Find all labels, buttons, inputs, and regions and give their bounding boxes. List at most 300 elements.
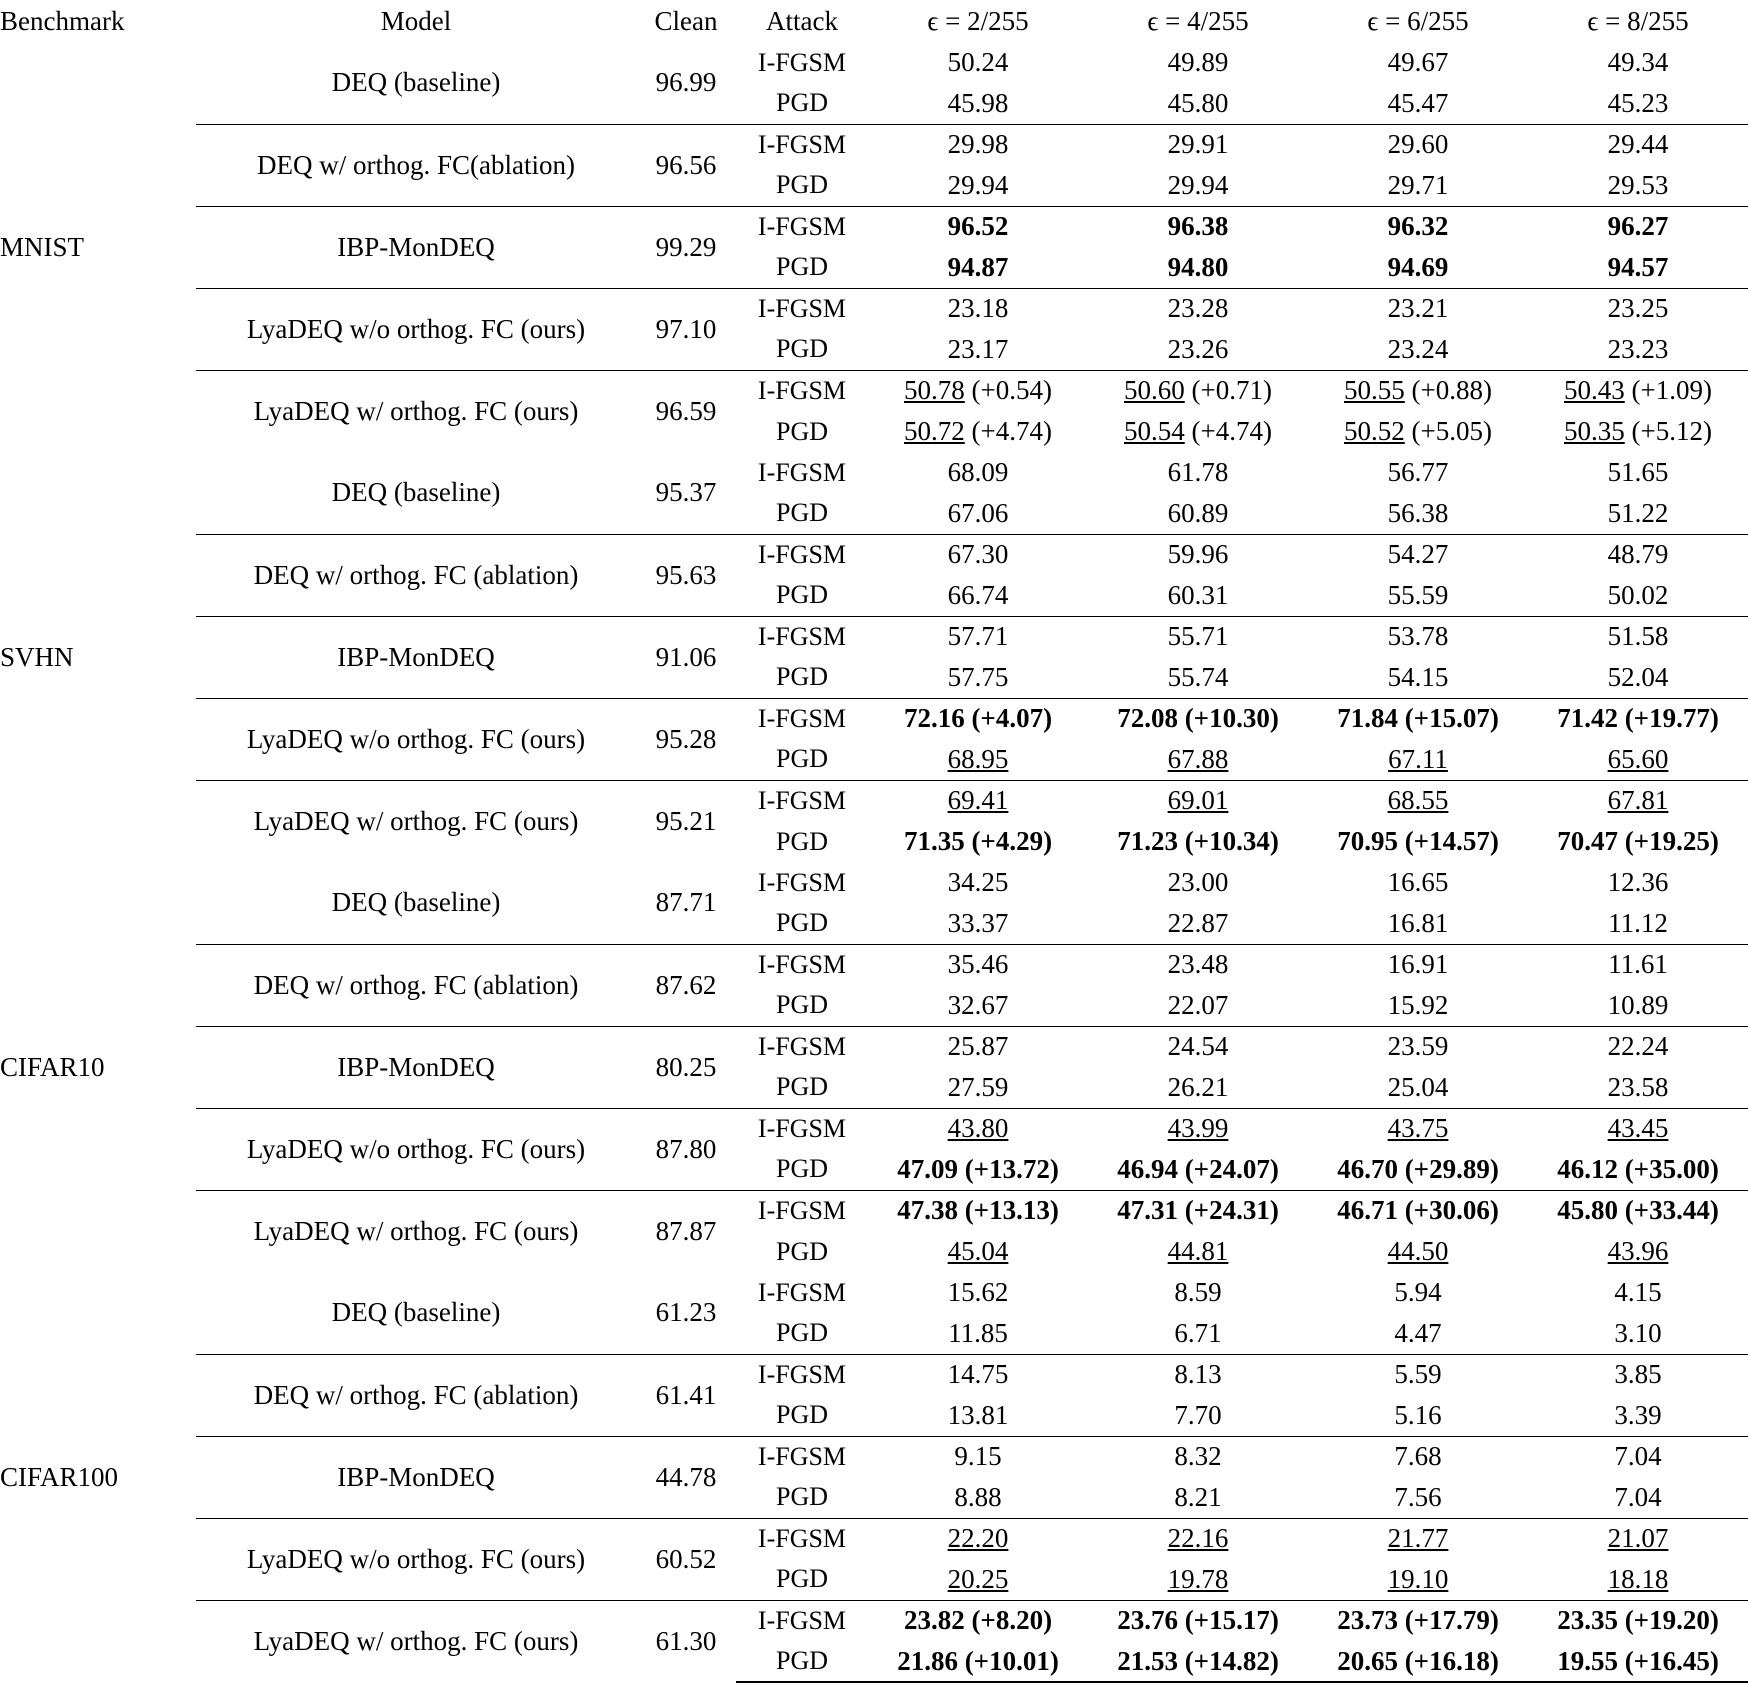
accuracy-cell [1308,1149,1528,1190]
clean-accuracy: 87.80 [636,1108,736,1190]
attack-label: I-FGSM [736,944,868,985]
accuracy-cell [1528,83,1748,124]
table-row [0,452,1748,493]
accuracy-cell [1308,247,1528,288]
accuracy-value: 68.55 [1387,785,1449,816]
accuracy-value: 11.85 [948,1317,1008,1348]
accuracy-cell [1088,165,1308,206]
accuracy-value: 15.92 [1387,989,1449,1020]
accuracy-cell [1528,42,1748,83]
model-name: LyaDEQ w/ orthog. FC (ours) [196,370,636,452]
attack-label: I-FGSM [736,534,868,575]
accuracy-value: 50.02 [1607,579,1669,610]
accuracy-value: 27.59 [947,1071,1009,1102]
accuracy-cell [1088,247,1308,288]
accuracy-cell [1088,1436,1308,1477]
accuracy-cell [1308,370,1528,411]
accuracy-cell [1528,206,1748,247]
accuracy-delta: (+4.74) [1184,416,1272,446]
accuracy-cell [1528,493,1748,534]
accuracy-value: 70.47 [1557,826,1618,856]
accuracy-value: 50.60 [1124,375,1185,406]
accuracy-cell [868,411,1088,452]
column-header-attack: Attack [766,5,838,36]
accuracy-cell [1088,1600,1308,1641]
accuracy-cell [1528,1067,1748,1108]
accuracy-cell [1088,493,1308,534]
accuracy-cell [1308,1477,1528,1518]
accuracy-value: 68.09 [947,457,1009,487]
benchmark-label: SVHN [0,641,74,672]
column-header-epsilon-3: ϵ = 6/255 [1367,5,1469,36]
table-row [0,1354,1748,1395]
accuracy-delta: (+5.12) [1624,416,1712,446]
accuracy-cell [1088,1518,1308,1559]
attack-label: PGD [775,1564,828,1594]
accuracy-cell [1308,206,1528,247]
accuracy-cell [1308,1313,1528,1354]
accuracy-value: 4.15 [1614,1277,1662,1307]
accuracy-cell [1308,739,1528,780]
clean-accuracy: 96.56 [636,124,736,206]
accuracy-value: 43.99 [1167,1113,1229,1144]
accuracy-cell [1528,698,1748,739]
accuracy-cell [1308,411,1528,452]
attack-label: I-FGSM [736,206,868,247]
accuracy-cell [1528,575,1748,616]
table-row [0,370,1748,411]
attack-label: I-FGSM [757,867,847,897]
attack-label: I-FGSM [736,288,868,329]
accuracy-cell [868,493,1088,534]
accuracy-cell [1088,1477,1308,1518]
accuracy-cell [1308,575,1528,616]
attack-label: PGD [775,1318,828,1348]
accuracy-value: 45.47 [1387,87,1449,118]
accuracy-cell [868,575,1088,616]
accuracy-value: 29.44 [1607,129,1669,160]
model-name: DEQ w/ orthog. FC (ablation) [196,534,636,616]
accuracy-cell [1528,288,1748,329]
accuracy-value: 47.38 [897,1195,958,1226]
accuracy-cell [1308,534,1528,575]
accuracy-delta: (+8.20) [964,1605,1053,1636]
accuracy-value: 44.50 [1387,1236,1449,1266]
accuracy-cell [1528,370,1748,411]
table-row [0,288,1748,329]
accuracy-cell [1088,1067,1308,1108]
accuracy-value: 7.68 [1394,1441,1442,1472]
accuracy-delta: (+19.20) [1617,1605,1719,1636]
model-name: LyaDEQ w/o orthog. FC (ours) [196,698,636,780]
accuracy-value: 50.55 [1344,375,1405,406]
accuracy-value: 29.71 [1387,169,1449,200]
attack-label: I-FGSM [736,1026,868,1067]
accuracy-cell [1308,1395,1528,1436]
attack-label: I-FGSM [736,1518,868,1559]
accuracy-value: 54.15 [1387,661,1449,692]
accuracy-value: 44.81 [1167,1236,1229,1266]
accuracy-cell [1088,739,1308,780]
accuracy-value: 96.52 [947,211,1009,242]
accuracy-cell [868,1518,1088,1559]
accuracy-cell [1088,903,1308,944]
accuracy-cell [1088,1231,1308,1272]
accuracy-cell [1528,1354,1748,1395]
accuracy-value: 35.46 [947,949,1009,980]
accuracy-value: 7.56 [1394,1481,1442,1512]
accuracy-value: 51.65 [1607,457,1669,487]
accuracy-cell [1528,411,1748,452]
accuracy-value: 23.26 [1167,333,1229,364]
accuracy-cell [1088,1313,1308,1354]
accuracy-value: 23.24 [1387,333,1449,364]
accuracy-cell [868,42,1088,83]
accuracy-value: 3.10 [1614,1317,1662,1348]
clean-accuracy: 61.23 [655,1297,717,1328]
accuracy-cell [1308,1190,1528,1231]
accuracy-value: 22.16 [1167,1523,1229,1554]
model-name: LyaDEQ w/o orthog. FC (ours) [196,1108,636,1190]
accuracy-cell [868,370,1088,411]
accuracy-value: 57.75 [947,661,1009,692]
accuracy-cell [1088,780,1308,821]
accuracy-value: 72.16 [903,703,965,734]
accuracy-cell [868,165,1088,206]
accuracy-cell [1088,370,1308,411]
accuracy-cell [1088,1190,1308,1231]
attack-label: I-FGSM [736,698,868,739]
clean-accuracy: 99.29 [636,206,736,288]
accuracy-delta: (+16.18) [1397,1645,1499,1676]
accuracy-cell [1308,1641,1528,1682]
accuracy-value: 9.15 [954,1441,1002,1472]
accuracy-cell [1088,698,1308,739]
accuracy-cell [1308,124,1528,165]
attack-label: I-FGSM [736,616,868,657]
accuracy-value: 49.89 [1167,47,1229,77]
clean-accuracy: 91.06 [636,616,736,698]
clean-accuracy: 96.99 [655,67,717,98]
clean-accuracy: 87.71 [655,887,717,918]
accuracy-cell [1528,985,1748,1026]
accuracy-value: 21.07 [1607,1523,1669,1554]
attack-label: PGD [775,580,828,610]
accuracy-cell [868,534,1088,575]
accuracy-delta: (+30.06) [1397,1195,1499,1226]
accuracy-cell [868,452,1088,493]
attack-label: I-FGSM [736,124,868,165]
accuracy-value: 23.18 [947,293,1009,324]
accuracy-cell [1308,288,1528,329]
model-name: LyaDEQ w/ orthog. FC (ours) [196,1190,636,1272]
accuracy-value: 94.57 [1607,251,1669,282]
accuracy-value: 67.06 [947,497,1009,528]
accuracy-value: 45.23 [1607,87,1669,118]
model-name: DEQ (baseline) [331,887,501,918]
accuracy-value: 25.87 [947,1031,1009,1062]
accuracy-cell [1308,165,1528,206]
accuracy-cell [1088,657,1308,698]
accuracy-value: 20.65 [1337,1645,1398,1676]
accuracy-cell [1528,1559,1748,1600]
accuracy-value: 50.43 [1564,375,1625,406]
clean-accuracy: 95.37 [655,477,717,508]
accuracy-cell [868,821,1088,862]
accuracy-cell [1308,1518,1528,1559]
accuracy-value: 23.76 [1117,1605,1178,1636]
accuracy-cell [1528,452,1748,493]
table-row [0,1190,1748,1231]
accuracy-delta: (+35.00) [1617,1153,1719,1184]
attack-label: PGD [775,1236,828,1266]
accuracy-cell [868,124,1088,165]
attack-label: PGD [775,908,828,938]
accuracy-value: 11.12 [1608,907,1668,938]
table-row [0,124,1748,165]
accuracy-value: 50.72 [904,416,965,446]
accuracy-cell [1528,1600,1748,1641]
clean-accuracy: 60.52 [636,1518,736,1600]
attack-label: PGD [775,416,828,446]
accuracy-value: 50.35 [1564,416,1625,446]
accuracy-cell [868,1559,1088,1600]
attack-label: PGD [775,1400,828,1430]
accuracy-cell [868,329,1088,370]
accuracy-cell [1528,1190,1748,1231]
accuracy-cell [868,247,1088,288]
accuracy-value: 33.37 [947,907,1009,938]
accuracy-cell [868,780,1088,821]
model-name: IBP-MonDEQ [196,616,636,698]
accuracy-value: 22.24 [1607,1031,1669,1062]
accuracy-cell [1088,1149,1308,1190]
accuracy-delta: (+0.88) [1404,375,1492,406]
table-row [0,1600,1748,1641]
accuracy-cell [1308,1436,1528,1477]
attack-label: I-FGSM [757,457,847,487]
accuracy-value: 29.60 [1387,129,1449,160]
accuracy-cell [1308,780,1528,821]
accuracy-value: 55.71 [1167,621,1229,652]
accuracy-cell [1528,616,1748,657]
accuracy-cell [1528,1231,1748,1272]
attack-label: I-FGSM [736,1354,868,1395]
accuracy-cell [868,862,1088,903]
accuracy-cell [1088,1354,1308,1395]
accuracy-value: 67.88 [1167,743,1229,774]
benchmark-label: CIFAR10 [0,1051,105,1082]
clean-accuracy: 95.63 [636,534,736,616]
model-name: DEQ w/ orthog. FC(ablation) [196,124,636,206]
attack-label: PGD [775,334,828,364]
accuracy-value: 23.28 [1167,293,1229,324]
accuracy-value: 96.38 [1167,211,1229,242]
accuracy-cell [1528,739,1748,780]
accuracy-value: 50.52 [1344,416,1405,446]
accuracy-cell [1088,411,1308,452]
accuracy-delta: (+15.07) [1397,703,1499,734]
accuracy-value: 70.95 [1337,826,1398,856]
accuracy-cell [1088,329,1308,370]
accuracy-cell [868,903,1088,944]
attack-label: PGD [775,88,828,118]
model-name: LyaDEQ w/ orthog. FC (ours) [196,1600,636,1682]
accuracy-delta: (+15.17) [1177,1605,1279,1636]
accuracy-value: 23.59 [1387,1031,1449,1062]
accuracy-cell [1528,821,1748,862]
accuracy-value: 68.95 [947,743,1009,774]
accuracy-value: 16.91 [1387,949,1449,980]
attack-label: PGD [775,826,828,856]
accuracy-value: 43.96 [1607,1236,1669,1266]
model-name: IBP-MonDEQ [196,1026,636,1108]
accuracy-delta: (+10.34) [1177,826,1279,856]
accuracy-cell [868,1108,1088,1149]
accuracy-cell [868,944,1088,985]
accuracy-cell [1528,1395,1748,1436]
attack-label: PGD [736,1641,868,1682]
accuracy-value: 61.78 [1167,457,1229,487]
accuracy-cell [1088,985,1308,1026]
accuracy-value: 43.80 [947,1113,1009,1144]
accuracy-value: 3.85 [1614,1359,1662,1390]
accuracy-value: 12.36 [1607,867,1669,897]
table-row [0,1108,1748,1149]
clean-accuracy: 87.62 [636,944,736,1026]
model-name: DEQ (baseline) [331,67,501,98]
accuracy-cell [1528,657,1748,698]
accuracy-delta: (+13.72) [957,1153,1059,1184]
accuracy-cell [1528,780,1748,821]
model-name: IBP-MonDEQ [196,206,636,288]
accuracy-cell [1528,1026,1748,1067]
accuracy-value: 23.82 [903,1605,965,1636]
accuracy-cell [868,698,1088,739]
accuracy-cell [868,1641,1088,1682]
accuracy-cell [1528,247,1748,288]
accuracy-value: 48.79 [1607,539,1669,570]
accuracy-value: 94.80 [1167,251,1229,282]
accuracy-value: 19.10 [1387,1563,1449,1594]
accuracy-delta: (+4.07) [964,703,1053,734]
accuracy-cell [868,1190,1088,1231]
accuracy-cell [868,1313,1088,1354]
accuracy-value: 8.32 [1174,1441,1222,1472]
accuracy-cell [1088,821,1308,862]
accuracy-value: 60.89 [1167,497,1229,528]
accuracy-value: 47.09 [897,1153,958,1184]
accuracy-value: 6.71 [1174,1317,1222,1348]
accuracy-delta: (+16.45) [1617,1645,1719,1676]
accuracy-cell [1528,1518,1748,1559]
accuracy-value: 22.07 [1167,989,1229,1020]
accuracy-value: 20.25 [947,1563,1009,1594]
accuracy-cell [868,1231,1088,1272]
accuracy-cell [1308,329,1528,370]
accuracy-cell [1528,124,1748,165]
accuracy-delta: (+24.07) [1177,1153,1279,1184]
accuracy-cell [1308,985,1528,1026]
accuracy-value: 23.35 [1557,1605,1618,1636]
accuracy-value: 72.08 [1117,703,1178,734]
column-header-epsilon-1: ϵ = 2/255 [927,5,1029,36]
accuracy-value: 5.59 [1394,1359,1442,1390]
table-row [0,534,1748,575]
accuracy-delta: (+19.25) [1617,826,1719,856]
accuracy-cell [1308,1559,1528,1600]
accuracy-value: 49.34 [1607,47,1669,77]
attack-label: PGD [775,744,828,774]
accuracy-value: 52.04 [1607,661,1669,692]
column-header-clean: Clean [654,5,718,36]
table-row [0,1436,1748,1477]
accuracy-cell [1088,288,1308,329]
accuracy-cell [1528,1149,1748,1190]
accuracy-value: 23.00 [1167,867,1229,897]
attack-label: PGD [775,252,828,282]
accuracy-value: 50.54 [1124,416,1185,446]
accuracy-cell [868,206,1088,247]
accuracy-value: 96.27 [1607,211,1669,242]
model-name: DEQ w/ orthog. FC (ablation) [196,944,636,1026]
accuracy-cell [1308,1272,1528,1313]
accuracy-delta: (+10.01) [957,1645,1059,1676]
model-name: DEQ w/ orthog. FC (ablation) [196,1354,636,1436]
accuracy-value: 66.74 [947,579,1009,610]
accuracy-value: 45.98 [947,87,1009,118]
accuracy-cell [1308,452,1528,493]
table-row [0,42,1748,83]
accuracy-cell [1308,862,1528,903]
accuracy-cell [1308,903,1528,944]
accuracy-value: 15.62 [947,1277,1009,1307]
accuracy-value: 49.67 [1387,47,1449,77]
accuracy-value: 47.31 [1117,1195,1178,1226]
accuracy-cell [868,739,1088,780]
accuracy-cell [1088,124,1308,165]
accuracy-cell [1308,1231,1528,1272]
clean-accuracy: 95.21 [636,780,736,862]
accuracy-value: 43.75 [1387,1113,1449,1144]
accuracy-value: 29.91 [1167,129,1229,160]
accuracy-delta: (+19.77) [1617,703,1719,734]
accuracy-cell [868,1354,1088,1395]
accuracy-cell [1308,42,1528,83]
column-header-model: Model [380,5,452,36]
accuracy-cell [1308,616,1528,657]
accuracy-cell [1308,1600,1528,1641]
accuracy-cell [1528,1641,1748,1682]
clean-accuracy: 44.78 [636,1436,736,1518]
accuracy-cell [1088,616,1308,657]
accuracy-cell [1088,1641,1308,1682]
attack-label: I-FGSM [736,370,868,411]
attack-label: I-FGSM [757,47,847,77]
accuracy-value: 55.74 [1167,661,1229,692]
table-row [0,944,1748,985]
accuracy-value: 50.78 [904,375,965,406]
accuracy-cell [1308,1108,1528,1149]
accuracy-value: 46.12 [1557,1153,1618,1184]
accuracy-cell [1528,1272,1748,1313]
accuracy-delta: (+14.57) [1397,826,1499,856]
table-row [0,206,1748,247]
accuracy-cell [1088,862,1308,903]
table-row [0,1272,1748,1313]
accuracy-value: 23.48 [1167,949,1229,980]
table-row [0,780,1748,821]
